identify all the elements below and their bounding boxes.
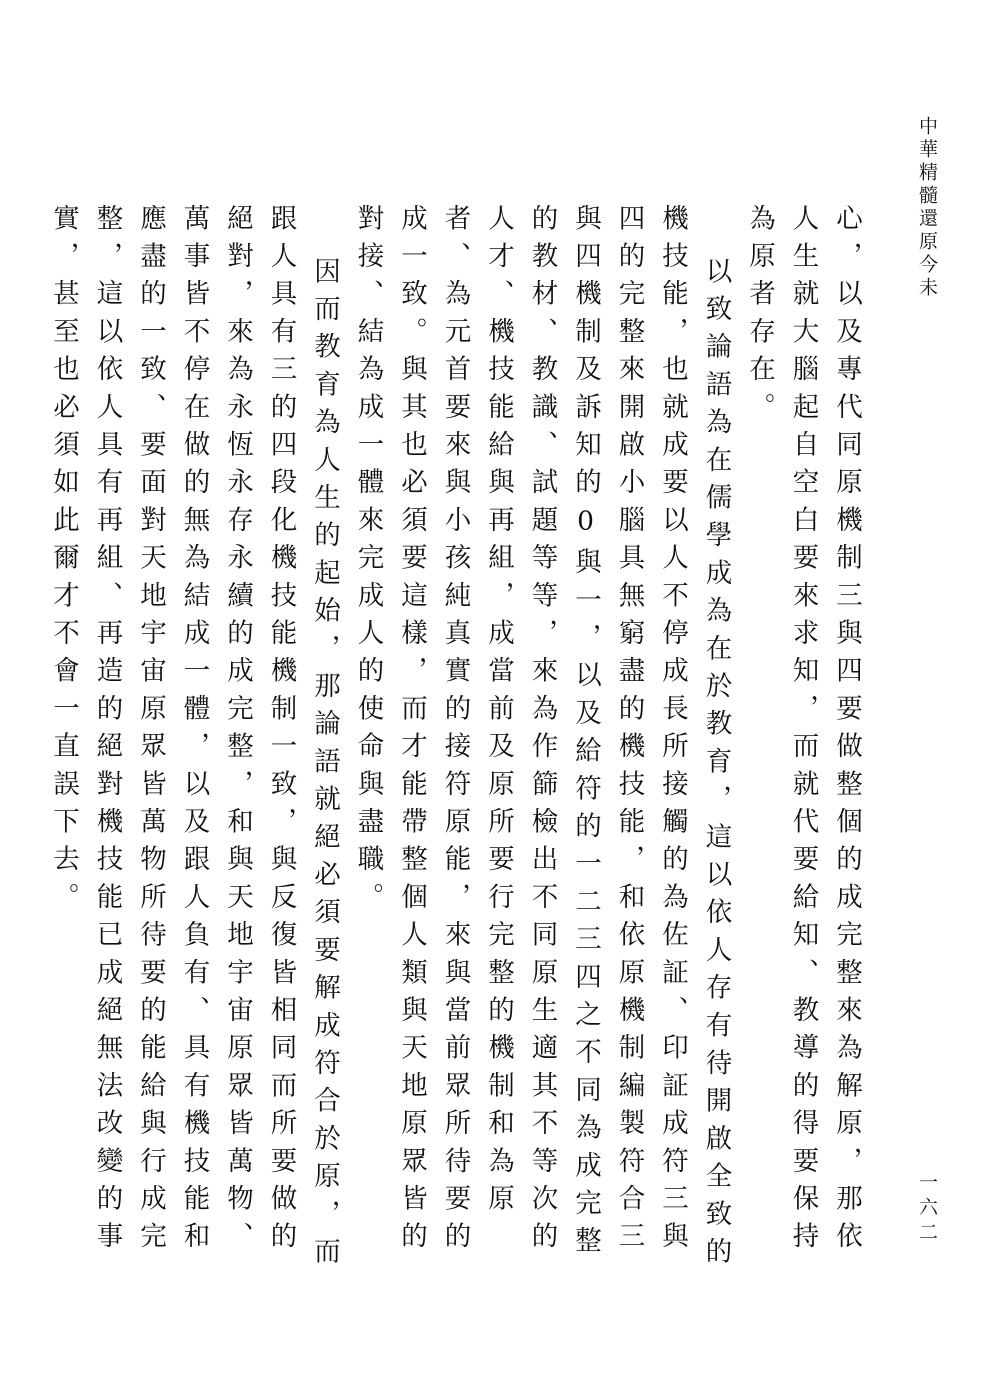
page-number: 一六二 [916,1172,938,1247]
paragraph-3: 因而教育為人生的起始，那論語就絕必須要解成符合於原，而跟人具有三的四段化機技能機制一致，與反復皆相同而所要做的絕對，來為永恆永存永續的成完整，和與天地宇宙原眾皆萬物、萬事皆不停在做的無為結成一體，以及跟人負有、具有機技能和應盡的一致、要面對天地宇宙原眾皆萬物所待要的能給與行成完整，這以依人具有再組、再造的絕對機技能已成絕無法改變的事實，甚至也必須如此爾才不會一直誤下去。 [48,204,340,1275]
body-text [48,204,868,1284]
paragraph-1: 心，以及專代同原機制三與四要做整個的成完整來為解原，那依人生就大腦起自空白要來求知，而就代要給知、教導的得要保持為原者存在。 [744,204,862,1260]
book-title-header: 中華精髓還原今未 [916,116,938,300]
paragraph-2: 以致論語為在儒學成為在於教育，這以依人存有待開啟全致的機技能，也就成要以人不停成長所接觸的為佐証、印証成符三與四的完整來開啟小腦具無窮盡的機技能，和依原機制編製符合三與四機制及訴知的0與一，以及給符的一二三四之不同為成完整的教材、教識、試題等等，來為作篩檢出不同原生適其不等次的人才、機技能給與再組，成當前及原所要行完整的機制和為原者、為元首要來與小孩純真實的接符原能，來與當前眾所待要的成一致。與其也必須要這樣，而才能帶整個人類與天地原眾皆的對接、結為成一體來完成人的使命與盡職。 [352,204,732,1275]
